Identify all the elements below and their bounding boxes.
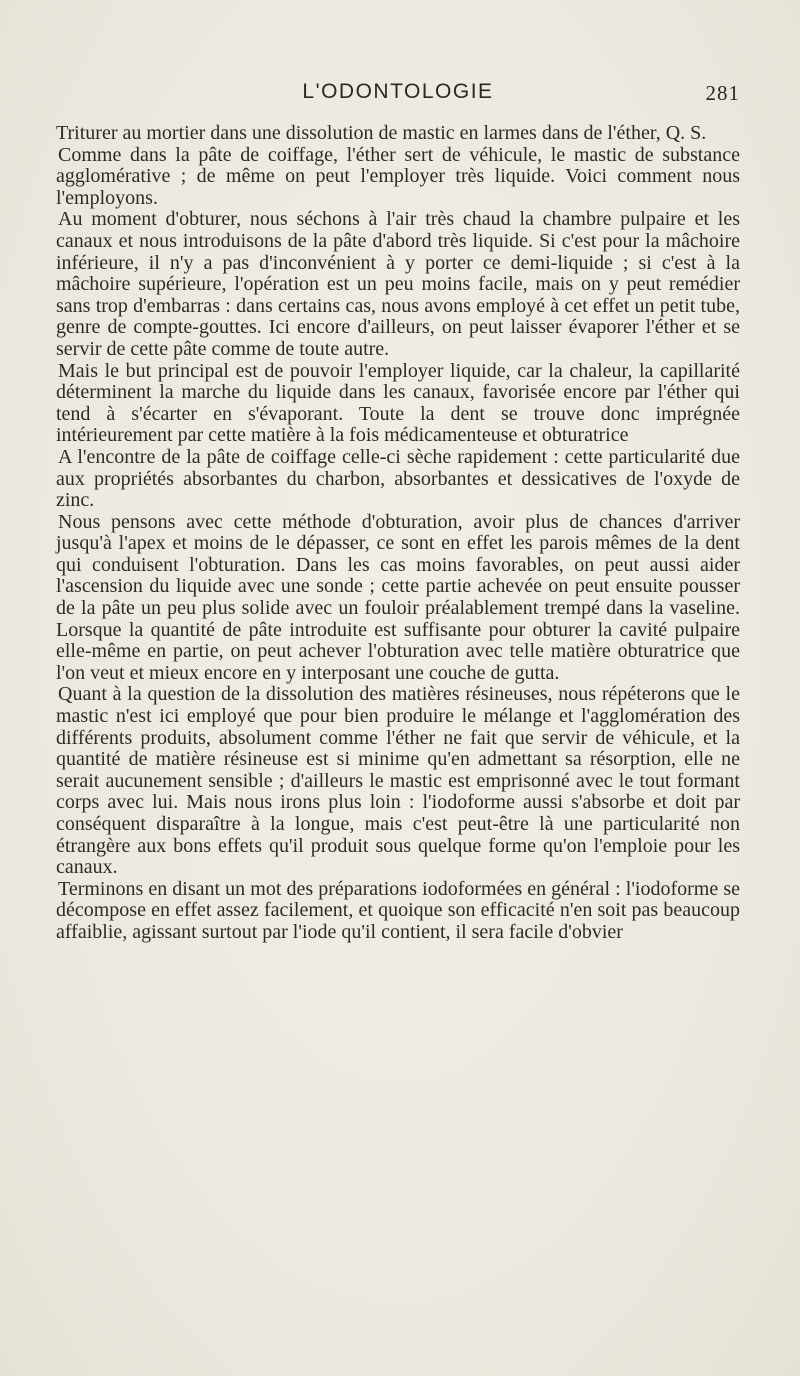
page-number: 281	[705, 81, 740, 105]
paragraph-6: Nous pensons avec cette méthode d'obturation, avoir plus de chances d'arriver jusqu'à l'apex et moins de le dépasser, ce sont en effet les parois mêmes de la dent qui conduisent l'obturation. Dans les cas moins favorables, on peut aussi aider l'ascension du liquide avec une sonde ; cette partie achevée on peut ensuite pousser de la pâte un peu plus solide avec un fouloir préalablement trempé dans la vaseline. Lorsque la quantité de pâte introduite est suffisante pour obturer la cavité pulpaire elle-même en partie, on peut achever l'obturation avec telle matière obturatrice que l'on veut et mieux encore en y interposant une couche de gutta.	[56, 510, 740, 684]
paragraph-5: A l'encontre de la pâte de coiffage celle-ci sèche rapidement : cette particularité due aux propriétés absorbantes du charbon, absorbantes et dessicatives de l'oxyde de zinc.	[56, 445, 740, 512]
running-title: L'ODONTOLOGIE	[302, 80, 494, 103]
paragraph-2: Comme dans la pâte de coiffage, l'éther sert de véhicule, le mastic de substance agglomérative ; de même on peut l'employer très liquide. Voici comment nous l'employons.	[56, 143, 740, 209]
paragraph-8: Terminons en disant un mot des préparations iodoformées en général : l'iodoforme se décompose en effet assez facilement, et quoique son efficacité n'en soit pas beaucoup affaiblie, agissant surtout par l'iode qu'il contient, il sera facile d'obvier	[56, 877, 740, 943]
paragraph-3: Au moment d'obturer, nous séchons à l'air très chaud la chambre pulpaire et les canaux et nous introduisons de la pâte d'abord très liquide. Si c'est pour la mâchoire inférieure, il n'y a pas d'inconvénient à y porter ce demi-liquide ; si c'est à la mâchoire supérieure, l'opération est un peu moins facile, mais on y peut remédier sans trop d'embarras : dans certains cas, nous avons employé à cet effet un petit tube, genre de compte-gouttes. Ici encore d'ailleurs, on peut laisser évaporer l'éther et se servir de cette pâte comme de toute autre.	[56, 208, 740, 360]
body-text	[56, 123, 740, 944]
page-header	[56, 80, 740, 110]
paragraph-7: Quant à la question de la dissolution des matières résineuses, nous répéterons que le mastic n'est ici employé que pour bien produire le mélange et l'agglomération des différents produits, absolument comme l'éther ne fait que servir de véhicule, et la quantité de matière résineuse est si minime qu'en admettant sa résorption, elle ne serait aucunement sensible ; d'ailleurs le mastic est emprisonné avec le tout formant corps avec lui. Mais nous irons plus loin : l'iodoforme aussi s'absorbe et doit par conséquent disparaître à la longue, mais c'est peut-être là une particularité non étrangère aux bons effets qu'il produit sous quelque forme qu'on l'emploie pour les canaux.	[56, 683, 740, 879]
paragraph-4: Mais le but principal est de pouvoir l'employer liquide, car la chaleur, la capillarité déterminent la marche du liquide dans les canaux, favorisée encore par l'éther qui tend à s'écarter en s'évaporant. Toute la dent se trouve donc imprégnée intérieurement par cette matière à la fois médicamenteuse et obturatrice	[56, 359, 740, 447]
paragraph-1: Triturer au mortier dans une dissolution de mastic en larmes dans de l'éther, Q. S.	[56, 122, 707, 144]
